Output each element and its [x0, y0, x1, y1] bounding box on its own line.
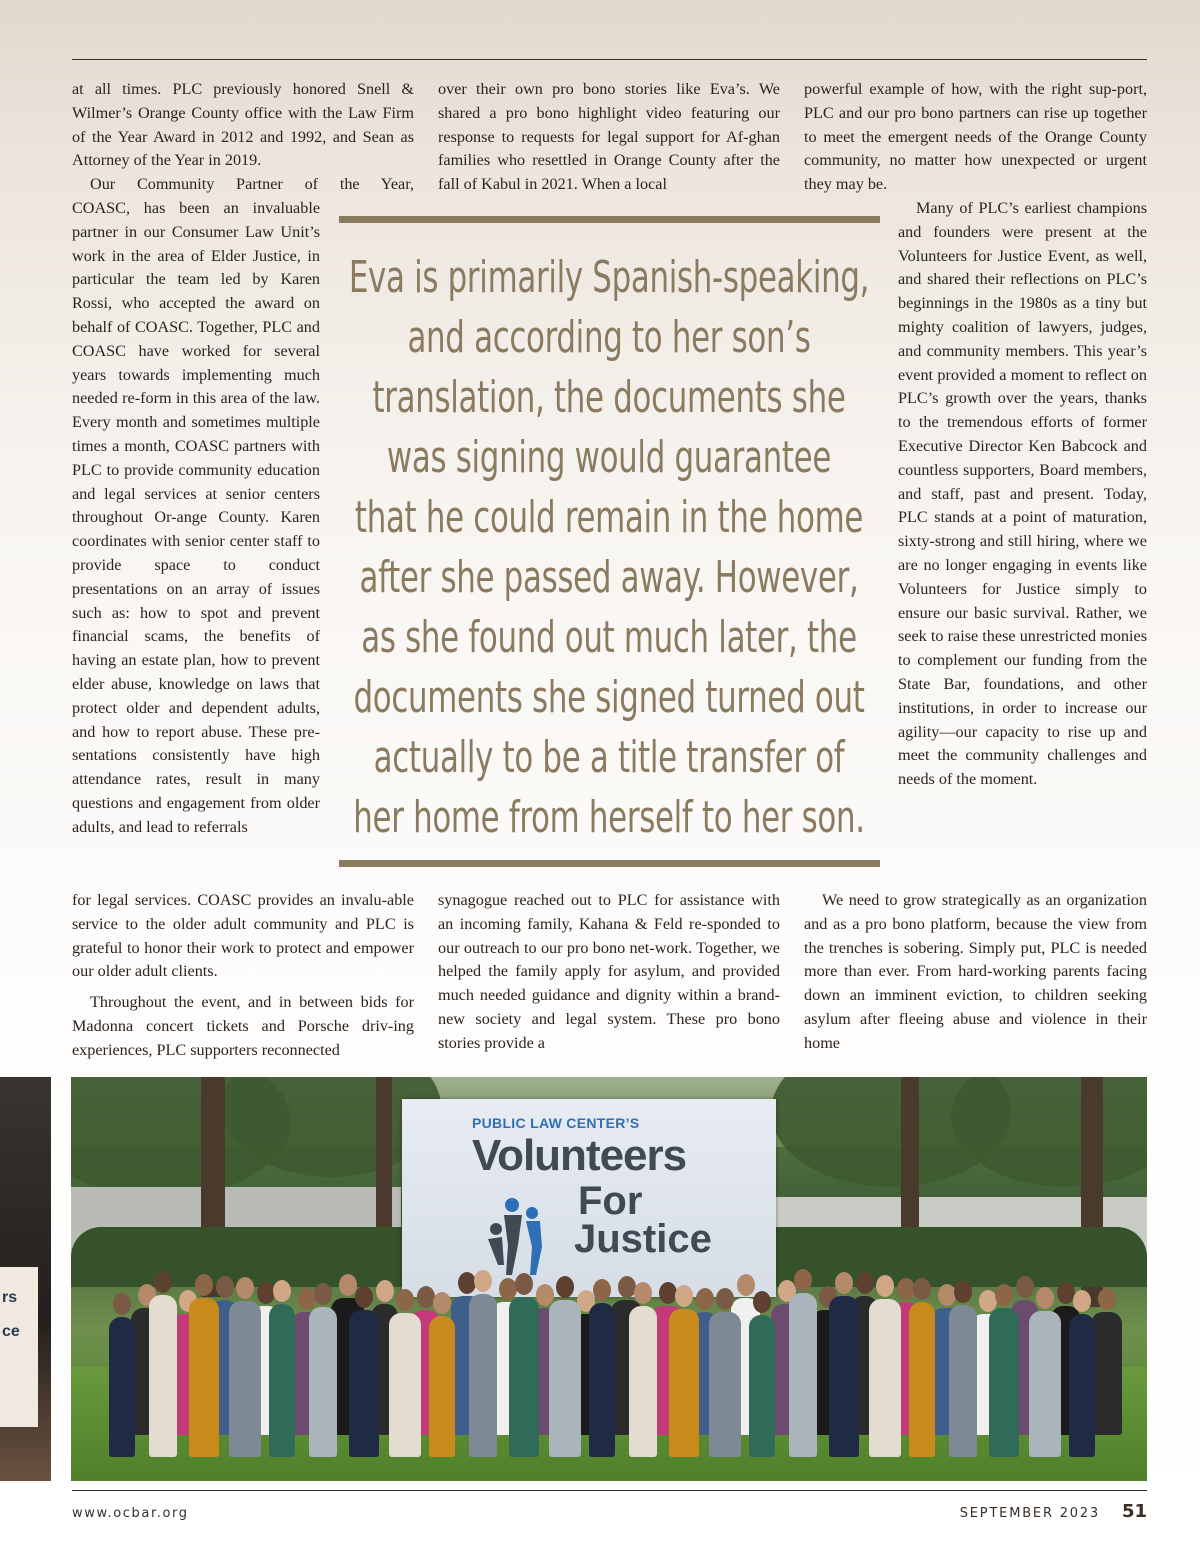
- banner-title-line-3: Justice: [574, 1217, 712, 1261]
- person-head: [835, 1272, 853, 1294]
- person-head: [954, 1281, 972, 1303]
- person-silhouette: [789, 1293, 817, 1457]
- column-1-bottom: [72, 889, 414, 1063]
- crowd: [99, 1247, 1139, 1457]
- person-head: [298, 1288, 316, 1310]
- person-head: [634, 1282, 652, 1304]
- column-3-narrow: [898, 197, 1147, 792]
- person-silhouette: [709, 1312, 741, 1457]
- person-silhouette: [589, 1303, 615, 1457]
- person-silhouette: [349, 1310, 379, 1457]
- person-head: [236, 1277, 254, 1299]
- person-head: [938, 1284, 956, 1306]
- person-head: [474, 1270, 492, 1292]
- sign-fragment: ce: [2, 1323, 20, 1340]
- person-head: [113, 1293, 131, 1315]
- footer-issue-date: SEPTEMBER 2023: [959, 1506, 1100, 1521]
- banner-subtitle: PUBLIC LAW CENTER’S: [472, 1115, 640, 1131]
- person-head: [1073, 1290, 1091, 1312]
- pull-quote-line: after she passed away. However,: [359, 552, 859, 603]
- person-silhouette: [429, 1316, 455, 1457]
- person-head: [417, 1286, 435, 1308]
- person-silhouette: [309, 1307, 337, 1457]
- person-silhouette: [1091, 1312, 1122, 1435]
- person-head: [556, 1276, 574, 1298]
- person-silhouette: [749, 1315, 775, 1457]
- person-head: [499, 1278, 517, 1300]
- person-head: [913, 1278, 931, 1300]
- column-1-top: [72, 78, 414, 197]
- person-head: [355, 1286, 373, 1308]
- column-3-top: [804, 78, 1147, 197]
- person-head: [618, 1276, 636, 1298]
- person-head: [716, 1288, 734, 1310]
- banner-title-line-1: Volunteers: [472, 1131, 687, 1180]
- person-silhouette: [149, 1295, 177, 1457]
- col3-paragraph-3: We need to grow strategically as an organization and as a pro bono platform, because the view from the trenches is sobering. Simply put, PLC is needed more than ever. From hard-working parents facing down an imminent eviction, to children seeking asylum after fleeing abuse and violence in their home: [804, 891, 1147, 1052]
- pull-quote-bottom-rule: [339, 860, 880, 867]
- person-head: [995, 1284, 1013, 1306]
- person-head: [257, 1282, 275, 1304]
- person-head: [536, 1284, 554, 1306]
- person-head: [396, 1289, 414, 1311]
- person-head: [1057, 1282, 1075, 1304]
- pull-quote-line: that he could remain in the home: [354, 492, 864, 543]
- person-head: [753, 1291, 771, 1313]
- column-3-bottom: [804, 889, 1147, 1056]
- person-silhouette: [669, 1309, 699, 1457]
- person-head: [876, 1275, 894, 1297]
- pull-quote-line: documents she signed turned out: [353, 672, 865, 723]
- person-silhouette: [1069, 1314, 1095, 1457]
- tree-foliage: [951, 1077, 1147, 1187]
- col2-paragraph-top: over their own pro bono stories like Eva’s. We shared a pro bono highlight video featuring our response to requests for legal support for Af-ghan families who resettled in Orange County after the fall of Kabul in 2021. When a local: [438, 80, 780, 194]
- pull-quote-line: was signing would guarantee: [386, 432, 832, 483]
- pull-quote-line: her home from herself to her son.: [353, 792, 865, 843]
- person-silhouette: [469, 1294, 497, 1457]
- col3-paragraph-2: Many of PLC’s earliest champions and founders were present at the Volunteers for Justice Event, as well, and shared their reflections on PLC’s beginnings in the 1980s as a tiny but mighty coalition of lawyers, judges, and community members. This year’s event provided a moment to reflect on PLC’s growth over the years, thanks to the tremendous efforts of former Executive Director Ken Babcock and countless supporters, Board members, and staff, past and present. Today, PLC stands at a point of maturation, sixty-strong and still hiring, where we are no longer engaging in events like Volunteers for Justice simply to ensure our basic survival. Rather, we seek to raise these unrestricted monies to complement our funding from the State Bar, foundations, and other institutions, in order to increase our agility—our capacity to rise up and meet the community challenges and needs of the moment.: [898, 199, 1147, 789]
- sign-fragment: rs: [2, 1289, 18, 1306]
- column-2-top: [438, 78, 780, 197]
- person-silhouette: [509, 1297, 539, 1457]
- column-2-bottom: [438, 889, 780, 1056]
- person-head: [979, 1290, 997, 1312]
- pull-quote-top-rule: [339, 216, 880, 223]
- col1-paragraph-1: at all times. PLC previously honored Snell & Wilmer’s Orange County office with the Law Firm of the Year Award in 2012 and 1992, and Sean as Attorney of the Year in 2019.: [72, 80, 414, 170]
- person-silhouette: [909, 1302, 935, 1457]
- top-rule: [72, 59, 1147, 60]
- person-head: [737, 1274, 755, 1296]
- person-head: [314, 1283, 332, 1305]
- banner-title-line-2: For: [578, 1179, 643, 1223]
- person-head: [515, 1273, 533, 1295]
- person-head: [154, 1271, 172, 1293]
- person-head: [1098, 1288, 1116, 1310]
- person-silhouette: [949, 1305, 977, 1457]
- person-head: [897, 1278, 915, 1300]
- person-silhouette: [549, 1300, 581, 1457]
- podium-sign: [0, 1267, 38, 1427]
- person-silhouette: [269, 1304, 295, 1457]
- col1-paragraph-2-end: for legal services. COASC provides an invalu-able service to the older adult community and PLC is grateful to honor their work to protect and empower our older adult clients.: [72, 891, 414, 981]
- col1-paragraph-2-start: Our Community Partner of the Year,: [90, 175, 414, 194]
- person-head: [1016, 1276, 1034, 1298]
- person-head: [216, 1276, 234, 1298]
- person-silhouette: [629, 1306, 657, 1457]
- pull-quote-line: and according to her son’s: [407, 312, 811, 363]
- person-head: [195, 1274, 213, 1296]
- person-head: [659, 1282, 677, 1304]
- footer-website: www.ocbar.org: [72, 1506, 189, 1521]
- pull-quote: [338, 248, 879, 848]
- page-number: 51: [1121, 1501, 1147, 1522]
- pull-quote-line: as she found out much later, the: [361, 612, 857, 663]
- person-silhouette: [389, 1313, 421, 1457]
- pull-quote-line: actually to be a title transfer of: [373, 732, 845, 783]
- person-silhouette: [1029, 1311, 1061, 1457]
- person-silhouette: [189, 1298, 219, 1457]
- bottom-rule: [72, 1490, 1147, 1491]
- pull-quote-line: translation, the documents she: [372, 372, 846, 423]
- person-head: [1036, 1287, 1054, 1309]
- person-head: [433, 1292, 451, 1314]
- person-silhouette: [109, 1317, 135, 1457]
- person-head: [593, 1279, 611, 1301]
- group-photo: [71, 1077, 1147, 1481]
- person-silhouette: [829, 1296, 859, 1457]
- person-silhouette: [229, 1301, 261, 1457]
- person-head: [376, 1280, 394, 1302]
- person-head: [458, 1272, 476, 1294]
- col1-paragraph-3: Throughout the event, and in between bids for Madonna concert tickets and Porsche driv-ing experiences, PLC supporters reconnected: [72, 993, 414, 1059]
- col2-paragraph-bottom: synagogue reached out to PLC for assistance with an incoming family, Kahana & Feld re-sponded to our outreach to our pro bono net-work. Together, we helped the family apply for asylum, and provided much needed guidance and dignity within a brand-new society and legal system. These pro bono stories provide a: [438, 891, 780, 1052]
- person-head: [794, 1269, 812, 1291]
- person-silhouette: [869, 1299, 901, 1457]
- pull-quote-line: Eva is primarily Spanish-speaking,: [348, 252, 870, 303]
- col3-paragraph-top: powerful example of how, with the right sup-port, PLC and our pro bono partners can rise up together to meet the emergent needs of the Orange County community, no matter how unexpected or urgent they may be.: [804, 80, 1147, 194]
- person-head: [675, 1285, 693, 1307]
- person-silhouette: [989, 1308, 1019, 1457]
- person-head: [696, 1288, 714, 1310]
- person-head: [856, 1272, 874, 1294]
- person-head: [273, 1280, 291, 1302]
- column-1-narrow: [72, 197, 320, 840]
- col1-paragraph-2-body: COASC, has been an invaluable partner in our Consumer Law Unit’s work in the area of Elder Justice, in particular the team led by Karen Rossi, who accepted the award on behalf of COASC. Together, PLC and COASC have worked for several years towards implementing much needed re-form in this area of the law. Every month and sometimes multiple times a month, COASC partners with PLC to provide community education and legal services at senior centers throughout Or-ange County. Karen coordinates with senior center staff to provide space to conduct presentations on an array of issues such as: how to spot and prevent financial scams, the benefits of having an estate plan, how to prevent elder abuse, knowledge on laws that protect older and dependent adults, and how to report abuse. These pre-sentations consistently have high attendance rates, result in many questions and engagement from older adults, and lead to referrals: [72, 199, 320, 836]
- side-photo: [0, 1077, 51, 1481]
- person-head: [339, 1274, 357, 1296]
